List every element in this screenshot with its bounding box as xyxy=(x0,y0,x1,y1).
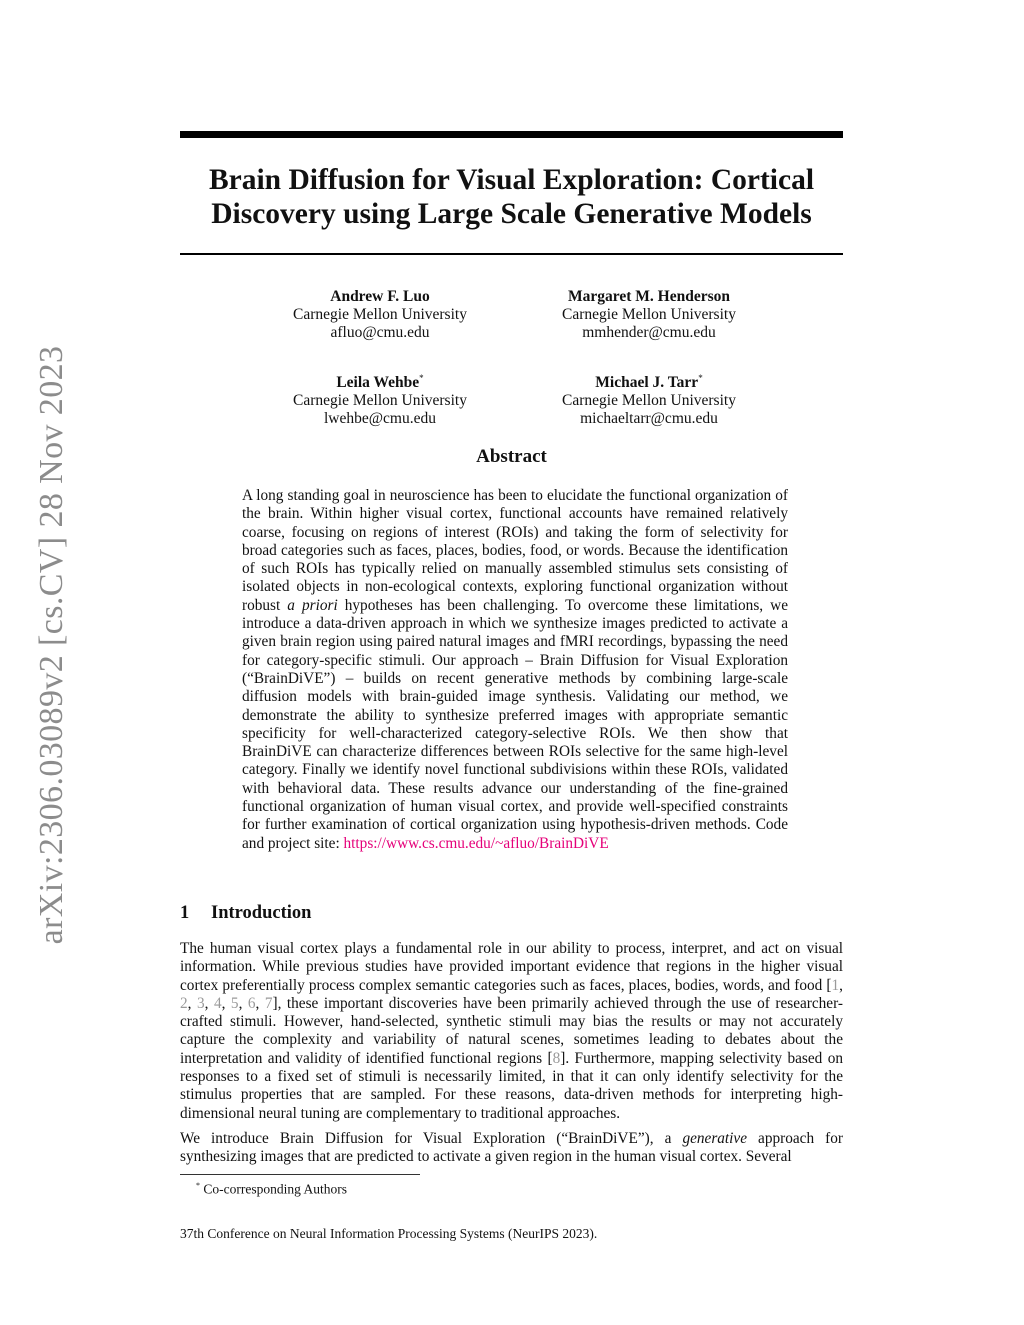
paper-title xyxy=(180,163,843,231)
corresponding-mark: * xyxy=(698,373,703,383)
title-line-1: Brain Diffusion for Visual Exploration: Cortical xyxy=(208,164,815,196)
footnote-text: Co-corresponding Authors xyxy=(203,1181,347,1197)
citation-link[interactable]: 7 xyxy=(264,994,273,1012)
citation-link[interactable]: 6 xyxy=(247,994,256,1012)
author-email[interactable]: michaeltarr@cmu.edu xyxy=(580,410,718,428)
author-email[interactable]: afluo@cmu.edu xyxy=(330,324,430,342)
arxiv-identifier: arXiv:2306.03089v2 [cs.CV] 28 Nov 2023 xyxy=(33,345,70,945)
author-name: Andrew F. Luo xyxy=(330,288,430,306)
intro-paragraph-1: The human visual cortex plays a fundamental role in our ability to process, interpret, and act on visual information. While previous studies have provided important evidence that regions in the higher visual cortex preferentially process complex semantic categories such as faces, places, bodies, words, and food [1, 2, 3, 4, 5, 6, 7], these important discoveries have been primarily achieved through the use of researcher-crafted stimuli. However, hand-selected, synthetic stimuli may bias the results or may not accurately capture the complexity and variability of natural scenes, sometimes leading to debates about the interpretation and validity of identified functional regions [8]. Furthermore, mapping selectivity based on responses to a fixed set of stimuli is necessarily limited, in that it can only identify selectivity for the stimulus properties that are sampled. For these reasons, data-driven methods for interpreting high-dimensional neural tuning are complementary to traditional approaches. xyxy=(180,940,843,1122)
citation-link[interactable]: 5 xyxy=(230,994,239,1012)
author-block-tarr xyxy=(499,369,799,428)
author-email[interactable]: mmhender@cmu.edu xyxy=(582,324,716,342)
title-line-2: Discovery using Large Scale Generative Models xyxy=(211,198,812,230)
author-affiliation: Carnegie Mellon University xyxy=(562,306,736,324)
author-affiliation: Carnegie Mellon University xyxy=(293,306,467,324)
author-affiliation: Carnegie Mellon University xyxy=(293,392,467,410)
title-bottom-rule xyxy=(180,253,843,255)
author-block-wehbe xyxy=(230,369,530,428)
abstract-heading: Abstract xyxy=(476,446,547,467)
section-number: 1 xyxy=(180,903,190,923)
citation-link[interactable]: 8 xyxy=(552,1049,561,1067)
author-name: Michael J. Tarr* xyxy=(595,373,703,392)
author-name: Leila Wehbe* xyxy=(336,373,424,392)
section-title: Introduction xyxy=(211,903,312,923)
author-block-luo xyxy=(230,283,530,342)
author-email[interactable]: lwehbe@cmu.edu xyxy=(324,410,436,428)
footnote-rule xyxy=(180,1174,420,1175)
citation-link[interactable]: 2 xyxy=(180,994,188,1012)
venue-note: 37th Conference on Neural Information Processing Systems (NeurIPS 2023). xyxy=(180,1226,598,1241)
author-block-henderson xyxy=(499,283,799,342)
intro-paragraph-2: We introduce Brain Diffusion for Visual Exploration (“BrainDiVE”), a generative approach for synthesizing images that are predicted to activate a given region in the human visual cortex. Several xyxy=(180,1130,843,1166)
citation-link[interactable]: 3 xyxy=(196,994,205,1012)
author-affiliation: Carnegie Mellon University xyxy=(562,392,736,410)
footnote xyxy=(196,1181,347,1198)
footnote-mark: * xyxy=(196,1181,200,1190)
abstract-text: A long standing goal in neuroscience has been to elucidate the functional organization of the brain. Within higher visual cortex, functional accounts have remained relatively coarse, focusing on regions of interest (ROIs) and taking the form of selectivity for broad categories such as faces, places, bodies, food, or words. Because the identification of such ROIs has typically relied on manually assembled stimulus sets consisting of isolated objects in non-ecological contexts, exploring functional organization without robust a priori hypotheses has been challenging. To overcome these limitations, we introduce a data-driven approach in which we synthesize images predicted to activate a given brain region using paired natural images and fMRI recordings, bypassing the need for category-specific stimuli. Our approach – Brain Diffusion for Visual Exploration (“BrainDiVE”) – builds on recent generative methods by combining large-scale diffusion models with brain-guided image synthesis. Validating our method, we demonstrate the ability to synthesize preferred images with appropriate semantic specificity for well-characterized category-selective ROIs. We then show that BrainDiVE can characterize differences between ROIs selective for the same high-level category. Finally we identify novel functional subdivisions within these ROIs, validated with behavioral data. These results advance our understanding of the fine-grained functional organization of human visual cortex, and provide well-specified constraints for further examination of cortical organization using hypothesis-driven methods. Code and project site: https://www.cs.cmu.edu/~afluo/BrainDiVE xyxy=(242,487,788,852)
title-top-rule xyxy=(180,131,843,138)
citation-link[interactable]: 4 xyxy=(213,994,222,1012)
project-site-link[interactable]: https://www.cs.cmu.edu/~afluo/BrainDiVE xyxy=(343,834,609,852)
citation-link[interactable]: 1 xyxy=(831,976,840,994)
corresponding-mark: * xyxy=(419,373,424,383)
section-heading-introduction xyxy=(180,903,311,924)
author-name: Margaret M. Henderson xyxy=(568,288,730,306)
